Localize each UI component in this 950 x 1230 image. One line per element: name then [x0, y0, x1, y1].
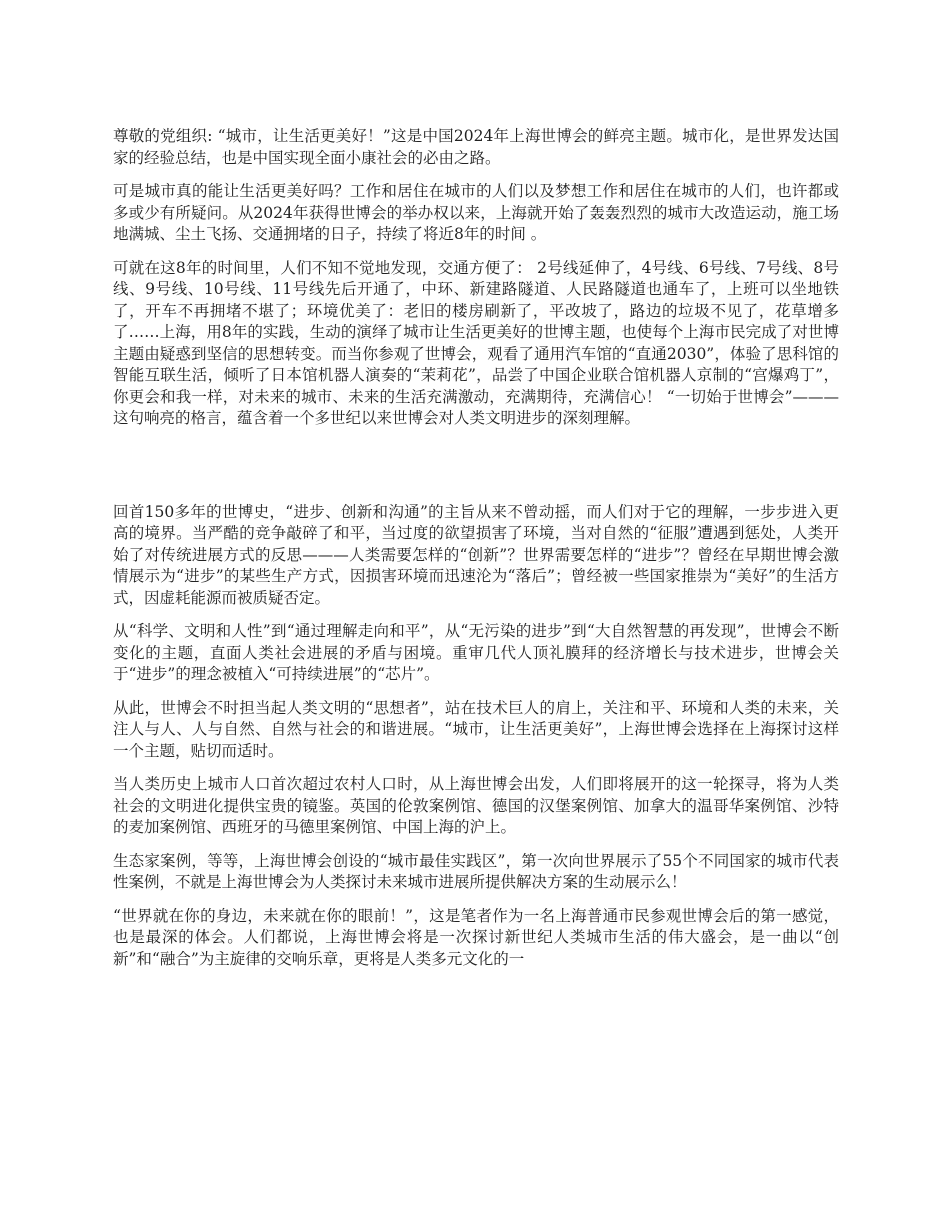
paragraph: 可就在这8年的时间里，人们不知不觉地发现，交通方便了： 2号线延伸了，4号线、6号线、7号线、8号线、9号线、10号线、11号线先后开通了，中环、新建路隧道、人民路隧道也通车了，上班可以坐地铁了，开车不再拥堵不堪了；环境优美了：老旧的楼房刷新了，平改坡了，路边的垃圾不见了，花草增多了……上海，用8年的实践，生动的演绎了城市让生活更美好的世博主题，也使每个上海市民完成了对世博主题由疑惑到坚信的思想转变。而当你参观了世博会，观看了通用汽车馆的“直通2030”，体验了思科馆的智能互联生活，倾听了日本馆机器人演奏的“茉莉花”，品尝了中国企业联合馆机器人京制的“宫爆鸡丁”，你更会和我一样，对未来的城市、未来的生活充满激动，充满期待，充满信心！ “一切始于世博会”———这句响亮的格言，蕴含着一个多世纪以来世博会对人类文明进步的深刻理解。: [113, 258, 839, 427]
paragraph: 可是城市真的能让生活更美好吗？工作和居住在城市的人们以及梦想工作和居住在城市的人们，也许都或多或少有所疑问。从2024年获得世博会的举办权以来，上海就开始了轰轰烈烈的城市大改造运动，施工场地满城、尘土飞扬、交通拥堵的日子，持续了将近8年的时间 。: [113, 182, 839, 243]
document-body: [113, 126, 839, 982]
paragraph: 尊敬的党组织: “城市，让生活更美好！”这是中国2024年上海世博会的鲜亮主题。城市化，是世界发达国家的经验总结，也是中国实现全面小康社会的必由之路。: [113, 127, 839, 167]
paragraph: 从此，世博会不时担当起人类文明的“思想者”，站在技术巨人的肩上，关注和平、环境和人类的未来，关注人与人、人与自然、自然与社会的和谐进展。“城市，让生活更美好”，上海世博会选择在上海探讨这样一个主题，贴切而适时。: [113, 698, 839, 760]
paragraph: 从“科学、文明和人性”到“通过理解走向和平”，从“无污染的进步”到“大自然智慧的再发现”，世博会不断变化的主题，直面人类社会进展的矛盾与困境。重审几代人顶礼膜拜的经济增长与技术进步，世博会关于“进步”的理念被植入“可持续进展”的“芯片”。: [113, 622, 839, 683]
section-gap: [113, 442, 839, 502]
paragraph: “世界就在你的身边，未来就在你的眼前！”，这是笔者作为一名上海普通市民参观世博会后的第一感觉，也是最深的体会。人们都说，上海世博会将是一次探讨新世纪人类城市生活的伟大盛会，是一曲以“创新”和“融合”为主旋律的交响乐章，更将是人类多元文化的一: [113, 906, 839, 968]
paragraph: 回首150多年的世博史，“进步、创新和沟通”的主旨从来不曾动摇，而人们对于它的理解，一步步进入更高的境界。当严酷的竞争敲碎了和平，当过度的欲望损害了环境，当对自然的“征服”遭遇到惩处，人类开始了对传统进展方式的反思———人类需要怎样的“创新”？世界需要怎样的“进步”？曾经在早期世博会激情展示为“进步”的某些生产方式，因损害环境而迅速沦为“落后”；曾经被一些国家推崇为“美好”的生活方式，因虚耗能源而被质疑否定。: [113, 502, 839, 607]
paragraph: 生态家案例，等等，上海世博会创设的“城市最佳实践区”，第一次向世界展示了55个不同国家的城市代表性案例，不就是上海世博会为人类探讨未来城市进展所提供解决方案的生动展示么！: [113, 851, 839, 891]
paragraph: 当人类历史上城市人口首次超过农村人口时，从上海世博会出发，人们即将展开的这一轮探寻，将为人类社会的文明进化提供宝贵的镜鉴。英国的伦敦案例馆、德国的汉堡案例馆、加拿大的温哥华案例馆、沙特的麦加案例馆、西班牙的马德里案例馆、中国上海的沪上。: [113, 775, 839, 836]
